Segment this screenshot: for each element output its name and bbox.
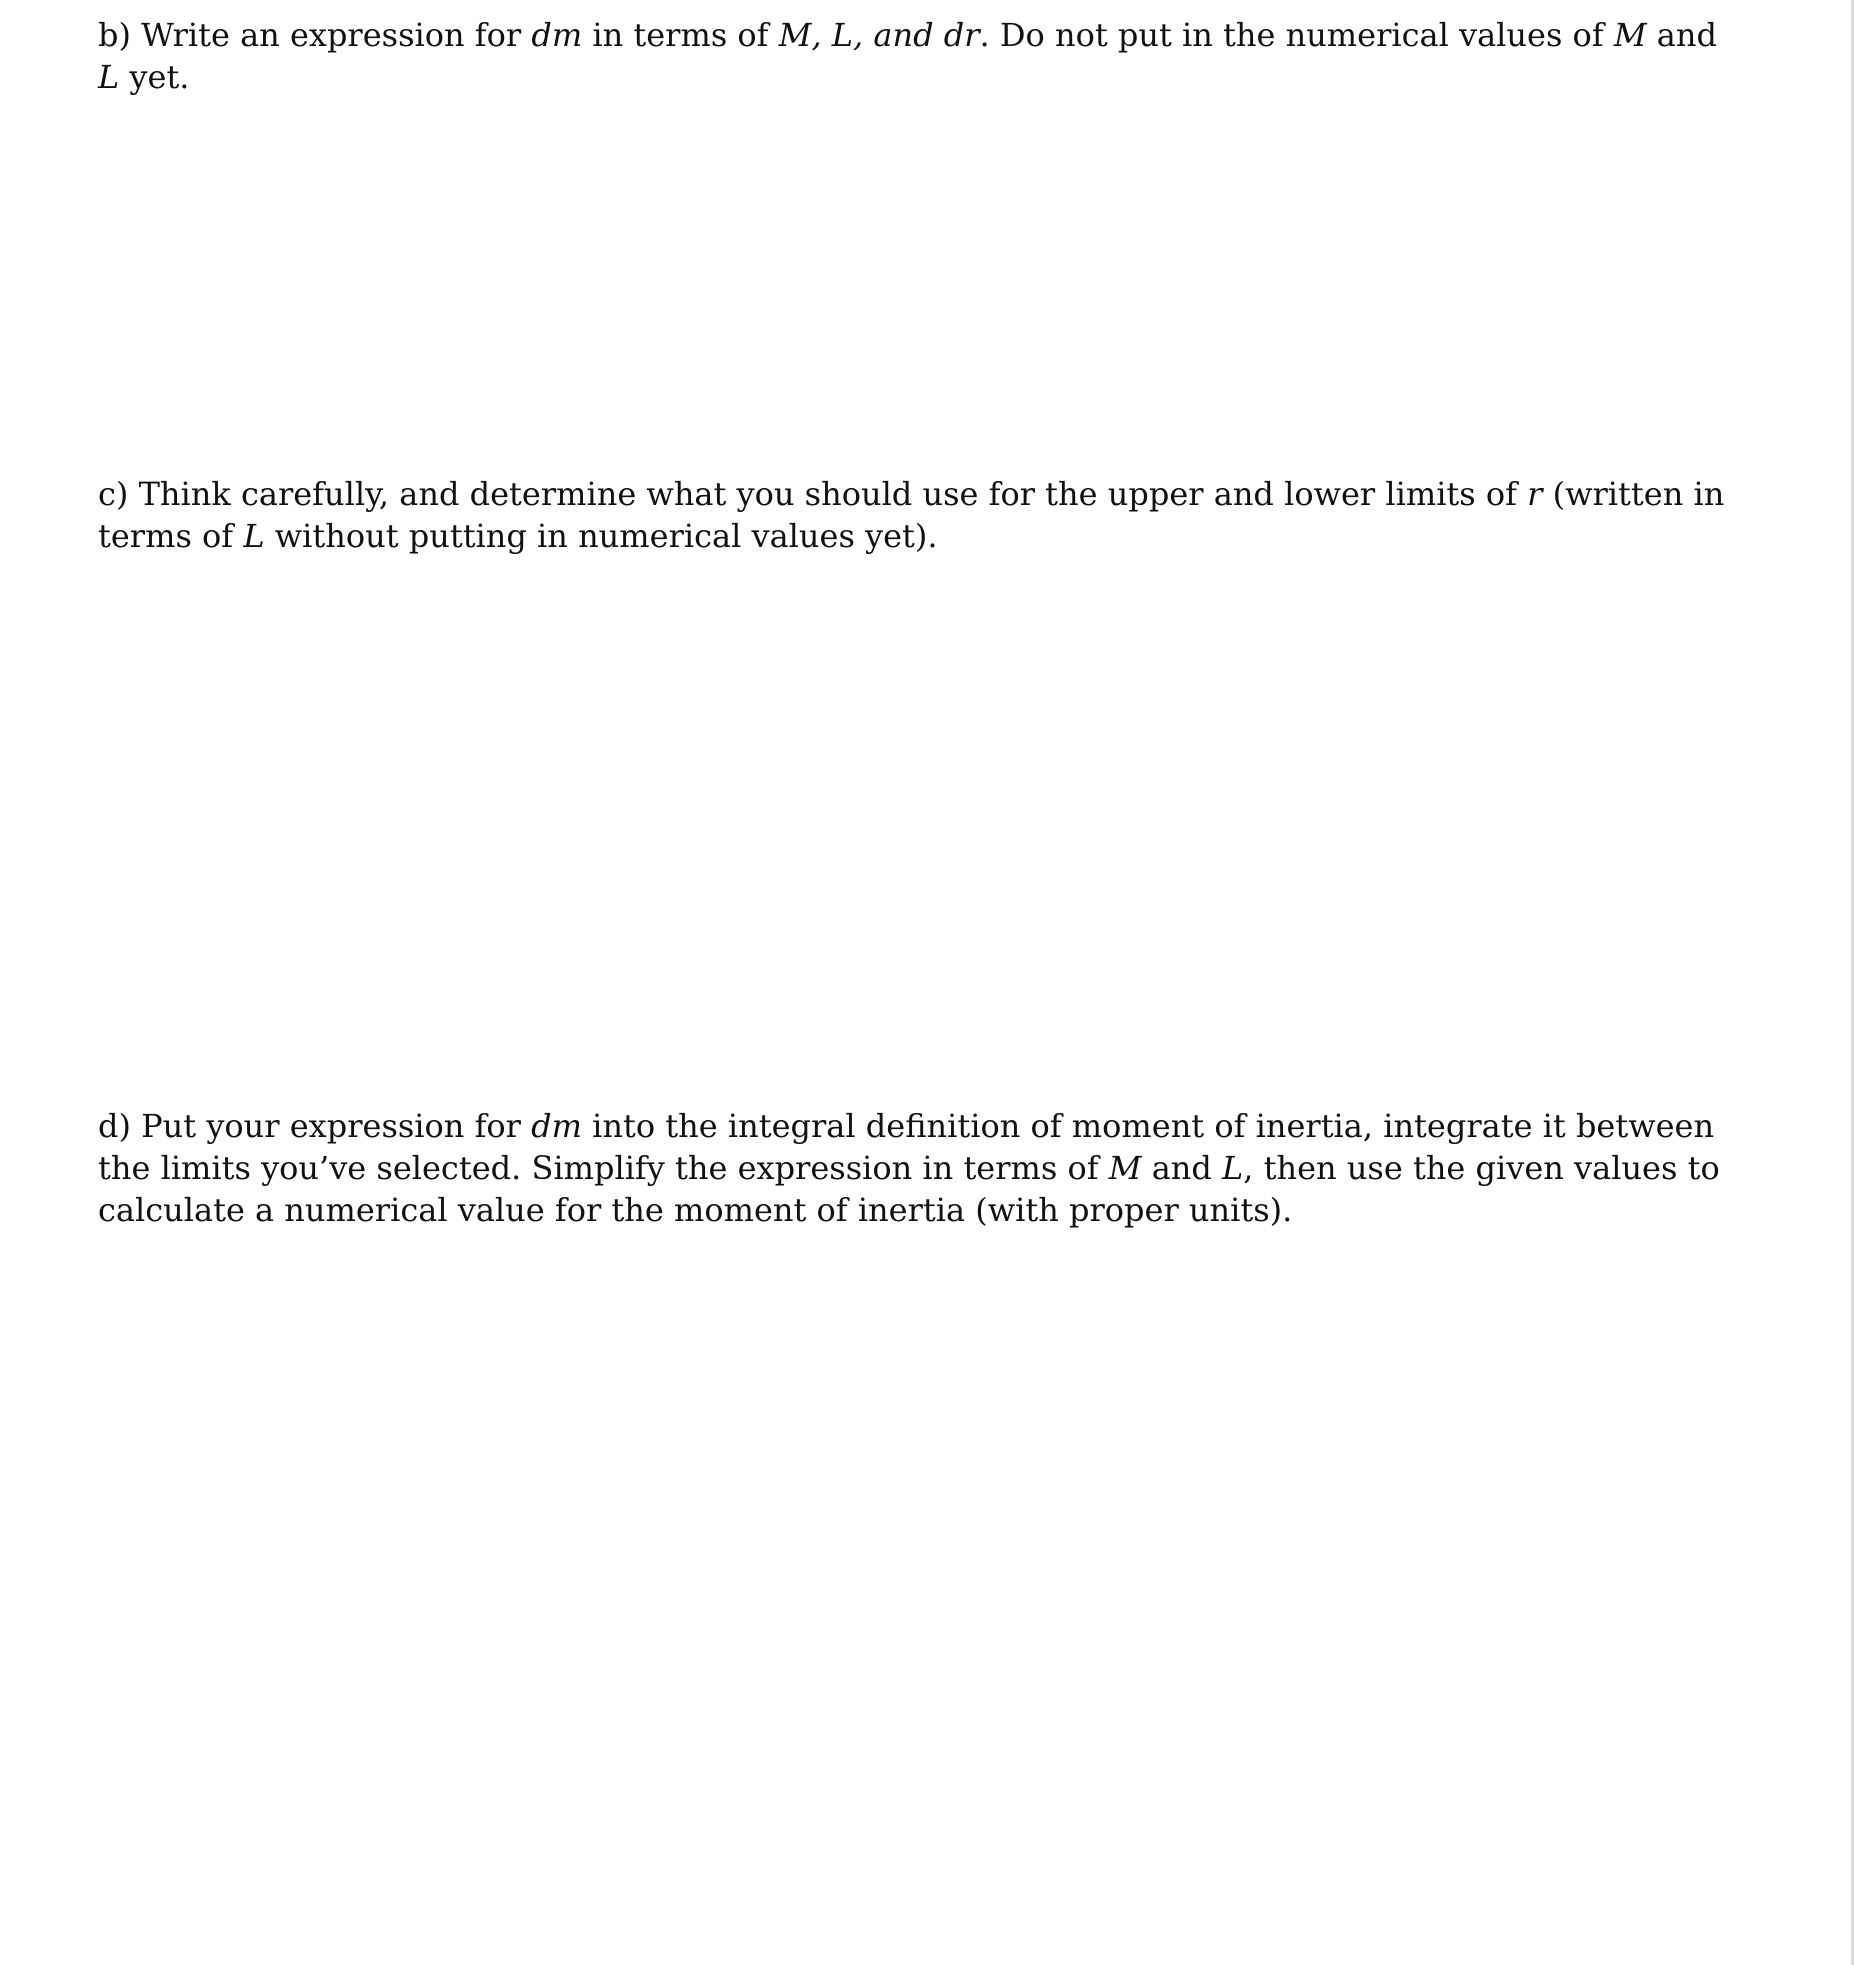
math-l: L — [243, 517, 265, 555]
question-b — [98, 14, 1738, 98]
math-m: M — [1108, 1149, 1142, 1187]
math-m: M — [1613, 16, 1647, 54]
question-d-text: , then use the given values to calculate a numerical value for the moment of inertia (with proper units). — [98, 1149, 1720, 1229]
math-r: r — [1527, 475, 1543, 513]
question-d-text: into the integral definition of moment of inertia, integrate it between the limits you’ve selected. Simplify the expression in terms of — [98, 1107, 1715, 1187]
question-d-text: d) Put your expression for — [98, 1107, 532, 1145]
question-c-text: without putting in numerical values yet). — [264, 517, 938, 555]
question-b-text: in terms of — [582, 16, 779, 54]
math-l: L — [1222, 1149, 1244, 1187]
question-c — [98, 473, 1738, 557]
math-dm: dm — [531, 1107, 582, 1145]
math-dm: dm — [531, 16, 583, 54]
question-b-text: yet. — [119, 58, 190, 96]
question-b-text: and — [1646, 16, 1717, 54]
question-c-text: (written in terms of — [98, 475, 1725, 555]
math-l: L — [98, 58, 120, 96]
question-b-text: b) Write an expression for — [98, 16, 532, 54]
question-d — [98, 1105, 1738, 1231]
math-m-l-and-dr: M, L, and dr — [778, 16, 980, 54]
question-d-text: and — [1141, 1149, 1223, 1187]
question-c-text: c) Think carefully, and determine what you should use for the upper and lower limits of — [98, 475, 1528, 513]
question-b-text: . Do not put in the numerical values of — [979, 16, 1614, 54]
